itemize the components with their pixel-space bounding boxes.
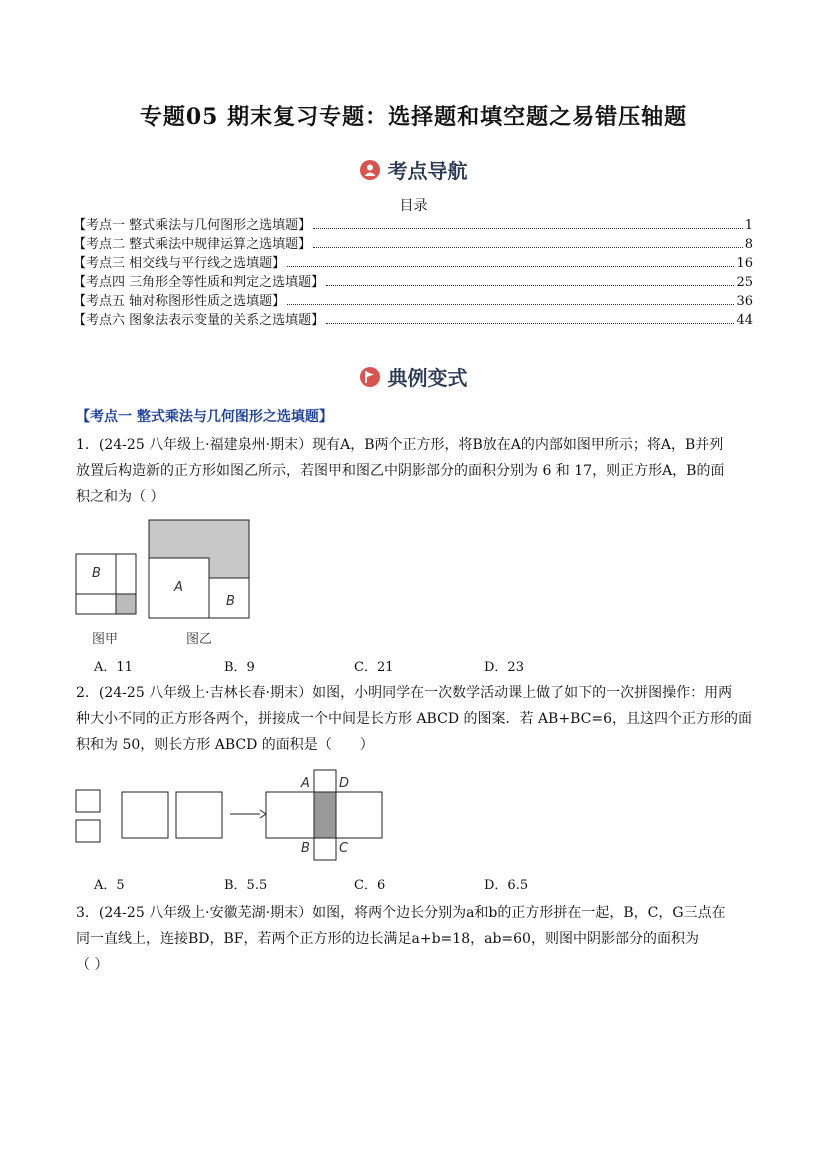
question-2: [76, 680, 756, 758]
q2-label-a: A: [301, 776, 310, 791]
toc-row[interactable]: [73, 271, 753, 290]
q1-option-a[interactable]: A．11: [94, 660, 133, 675]
q2-line: 积和为 50，则长方形 ABCD 的面积是（ ）: [76, 737, 374, 753]
q1-label-b-right: B: [226, 594, 235, 609]
question-1: [76, 432, 756, 510]
q1-options: [94, 656, 614, 675]
section-kp1: 【考点一 整式乘法与几何图形之选填题】: [76, 409, 333, 425]
toc-title: 目录: [399, 198, 428, 214]
q2-label-d: D: [339, 776, 350, 791]
q1-option-b[interactable]: B．9: [224, 660, 255, 675]
q2-option-c[interactable]: C．6: [354, 878, 386, 893]
toc-page: 36: [736, 294, 753, 309]
nav-heading-text: 考点导航: [387, 159, 468, 183]
q2-label-b: B: [301, 841, 310, 856]
q1-label-a-big: A: [174, 580, 183, 595]
toc-row[interactable]: [73, 233, 753, 252]
q2-option-d[interactable]: D．6.5: [484, 878, 529, 893]
toc-label: 【考点六 图象法表示变量的关系之选填题】: [73, 313, 325, 328]
q2-options: [94, 874, 614, 893]
examples-heading: [0, 362, 827, 391]
q3-line: 3．(24-25 八年级上·安徽芜湖·期末）如图，将两个边长分别为a和b的正方形拼在一起，B，C，G三点在: [76, 905, 726, 921]
toc-label: 【考点一 整式乘法与几何图形之选填题】: [73, 218, 312, 233]
q1-option-d[interactable]: D．23: [484, 660, 524, 675]
q1-line: 放置后构造新的正方形如图乙所示，若图甲和图乙中阴影部分的面积分别为 6 和 17，则正方形A，B的面: [76, 463, 725, 479]
toc-row[interactable]: [73, 252, 753, 271]
table-of-contents: [73, 214, 753, 328]
q1-line: 1．(24-25 八年级上·福建泉州·期末）现有A，B两个正方形，将B放在A的内部如图甲所示；将A，B并列: [76, 437, 724, 453]
flag-icon: [360, 367, 380, 387]
toc-row[interactable]: [73, 214, 753, 233]
toc-label: 【考点二 整式乘法中规律运算之选填题】: [73, 237, 312, 252]
page-title: 专题05 期末复习专题：选择题和填空题之易错压轴题: [139, 104, 688, 130]
toc-page: 16: [736, 256, 753, 271]
q2-line: 种大小不同的正方形各两个，拼接成一个中间是长方形 ABCD 的图案．若 AB+BC=6，且这四个正方形的面: [76, 711, 752, 727]
q1-label-b-small: B: [92, 566, 101, 581]
question-3: [76, 900, 756, 978]
toc-label: 【考点三 相交线与平行线之选填题】: [73, 256, 286, 271]
toc-row[interactable]: [73, 309, 753, 328]
toc-page: 44: [736, 313, 753, 328]
q1-caption-1: 图甲: [92, 632, 119, 647]
q2-line: 2．(24-25 八年级上·吉林长春·期末）如图，小明同学在一次数学活动课上做了如下的一次拼图操作：用两: [76, 685, 733, 701]
q1-caption-2: 图乙: [186, 632, 213, 647]
toc-page: 25: [736, 275, 753, 290]
toc-page: 8: [744, 237, 753, 252]
person-icon: [360, 160, 380, 180]
toc-page: 1: [744, 218, 753, 233]
toc-label: 【考点五 轴对称图形性质之选填题】: [73, 294, 286, 309]
toc-row[interactable]: [73, 290, 753, 309]
q2-label-c: C: [339, 841, 349, 856]
q2-option-a[interactable]: A．5: [94, 878, 125, 893]
nav-heading: [0, 155, 827, 184]
q3-line: 同一直线上，连接BD，BF，若两个正方形的边长满足a+b=18，ab=60，则图中阴影部分的面积为: [76, 931, 699, 947]
q2-option-b[interactable]: B．5.5: [224, 878, 268, 893]
toc-label: 【考点四 三角形全等性质和判定之选填题】: [73, 275, 325, 290]
examples-heading-text: 典例变式: [387, 366, 468, 390]
q1-option-c[interactable]: C．21: [354, 660, 394, 675]
q1-line: 积之和为（ ）: [76, 489, 165, 505]
q3-line: （ ）: [76, 957, 109, 973]
